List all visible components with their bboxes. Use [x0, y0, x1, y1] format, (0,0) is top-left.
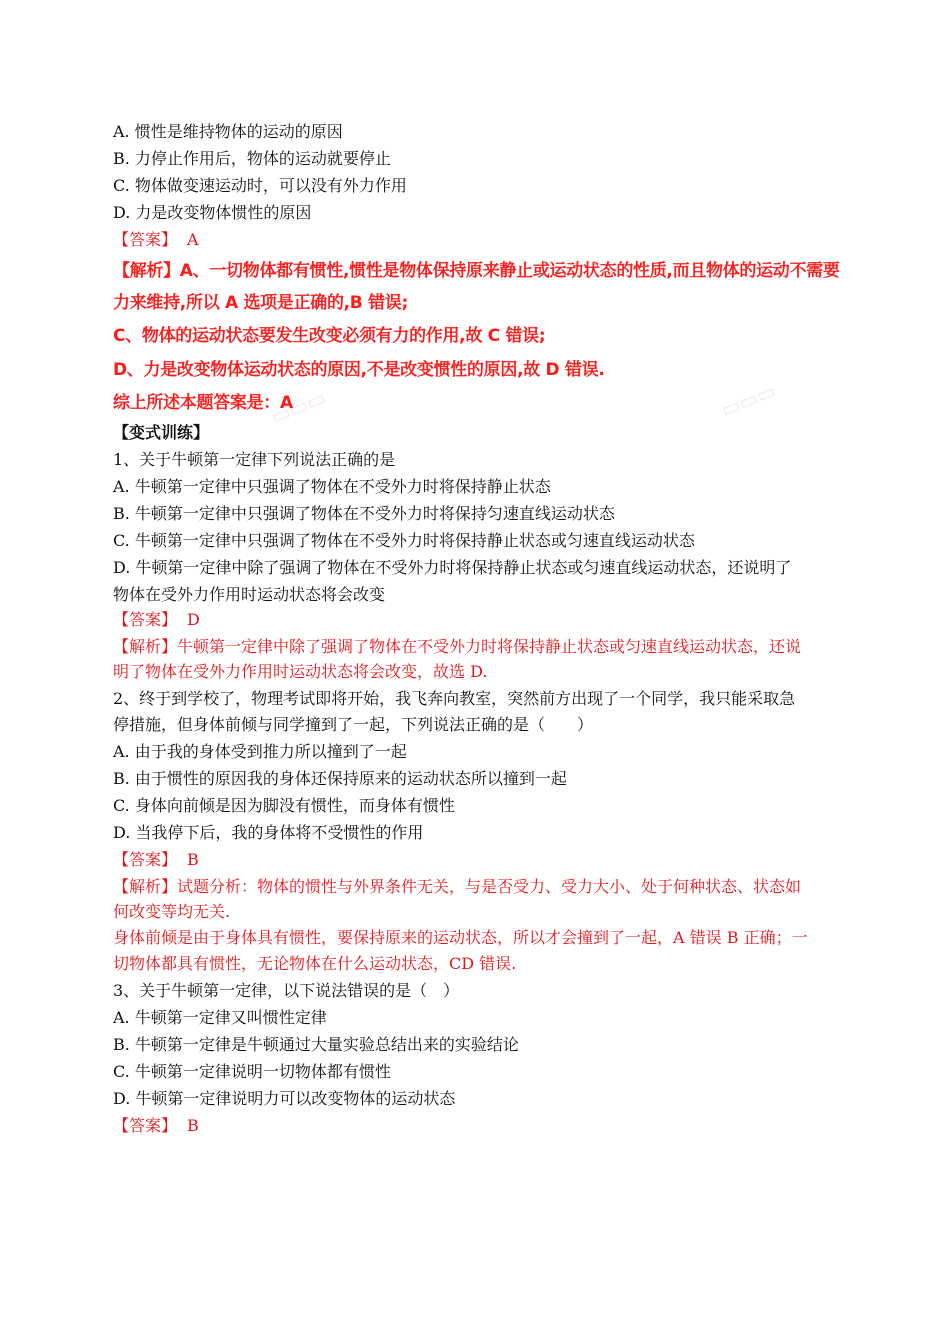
q0-option-a: A. 惯性是维持物体的运动的原因	[113, 122, 343, 141]
q3-option-c: C. 牛顿第一定律说明一切物体都有惯性	[113, 1062, 391, 1081]
q1-option-a: A. 牛顿第一定律中只强调了物体在不受外力时将保持静止状态	[113, 477, 551, 496]
q2-stem: 2、终于到学校了，物理考试即将开始，我飞奔向教室，突然前方出现了一个同学，我只能采取急	[113, 689, 796, 708]
q1-option-d-cont: 物体在受外力作用时运动状态将会改变	[113, 585, 386, 604]
q2-stem: 停措施，但身体前倾与同学撞到了一起，下列说法正确的是（ ）	[113, 715, 594, 734]
q0-option-b: B. 力停止作用后，物体的运动就要停止	[113, 149, 391, 168]
q1-option-d: D. 牛顿第一定律中除了强调了物体在不受外力时将保持静止状态或匀速直线运动状态，还说明了	[113, 558, 792, 577]
q3-stem: 3、关于牛顿第一定律，以下说法错误的是（ ）	[113, 981, 460, 1000]
q0-analysis-line: 综上所述本题答案是：A	[113, 393, 293, 413]
q1-option-b: B. 牛顿第一定律中只强调了物体在不受外力时将保持匀速直线运动状态	[113, 504, 615, 523]
q3-answer	[113, 1115, 199, 1137]
q1-answer	[113, 609, 200, 631]
q0-analysis-line: C、物体的运动状态要发生改变必须有力的作用,故 C 错误;	[113, 326, 546, 346]
watermark-stamp: ▭▭▭	[267, 385, 330, 429]
q2-option-b: B. 由于惯性的原因我的身体还保持原来的运动状态所以撞到一起	[113, 769, 567, 788]
section-title: 【变式训练】	[113, 423, 210, 442]
answer-label: 【答案】	[113, 850, 178, 869]
q3-option-a: A. 牛顿第一定律又叫惯性定律	[113, 1008, 327, 1027]
answer-value: D	[187, 610, 200, 629]
answer-label: 【答案】	[113, 610, 178, 629]
q2-analysis-line: 身体前倾是由于身体具有惯性，要保持原来的运动状态，所以才会撞到了一起，A 错误 B 正确；一	[113, 928, 808, 947]
q1-analysis-line: 明了物体在受外力作用时运动状态将会改变，故选 D.	[113, 662, 488, 681]
q2-option-c: C. 身体向前倾是因为脚没有惯性，而身体有惯性	[113, 796, 455, 815]
answer-label: 【答案】	[113, 1116, 178, 1135]
q1-option-c: C. 牛顿第一定律中只强调了物体在不受外力时将保持静止状态或匀速直线运动状态	[113, 531, 695, 550]
answer-value: B	[187, 1116, 199, 1135]
q1-stem: 1、关于牛顿第一定律下列说法正确的是	[113, 450, 396, 469]
q0-analysis-line: 力来维持,所以 A 选项是正确的,B 错误;	[113, 293, 408, 313]
answer-value: A	[187, 230, 199, 249]
q1-analysis-line: 【解析】牛顿第一定律中除了强调了物体在不受外力时将保持静止状态或匀速直线运动状态，还说	[113, 637, 802, 656]
answer-value: B	[187, 850, 199, 869]
q0-option-c: C. 物体做变速运动时，可以没有外力作用	[113, 176, 407, 195]
q2-option-d: D. 当我停下后，我的身体将不受惯性的作用	[113, 823, 424, 842]
q0-analysis-line: D、力是改变物体运动状态的原因,不是改变惯性的原因,故 D 错误.	[113, 360, 605, 380]
q2-analysis-line: 【解析】试题分析：物体的惯性与外界条件无关，与是否受力、受力大小、处于何种状态、状态如	[113, 877, 802, 896]
q0-answer	[113, 229, 199, 251]
q3-option-d: D. 牛顿第一定律说明力可以改变物体的运动状态	[113, 1089, 456, 1108]
q2-answer	[113, 849, 199, 871]
q0-option-d: D. 力是改变物体惯性的原因	[113, 203, 312, 222]
q2-option-a: A. 由于我的身体受到推力所以撞到了一起	[113, 742, 407, 761]
q2-analysis-line: 切物体都具有惯性，无论物体在什么运动状态，CD 错误.	[113, 954, 517, 973]
watermark-stamp: ▭▭▭	[717, 378, 780, 422]
q2-analysis-line: 何改变等均无关.	[113, 902, 231, 921]
q0-analysis-line: 【解析】A、一切物体都有惯性,惯性是物体保持原来静止或运动状态的性质,而且物体的运动不需要	[113, 261, 840, 281]
answer-label: 【答案】	[113, 230, 178, 249]
q3-option-b: B. 牛顿第一定律是牛顿通过大量实验总结出来的实验结论	[113, 1035, 519, 1054]
